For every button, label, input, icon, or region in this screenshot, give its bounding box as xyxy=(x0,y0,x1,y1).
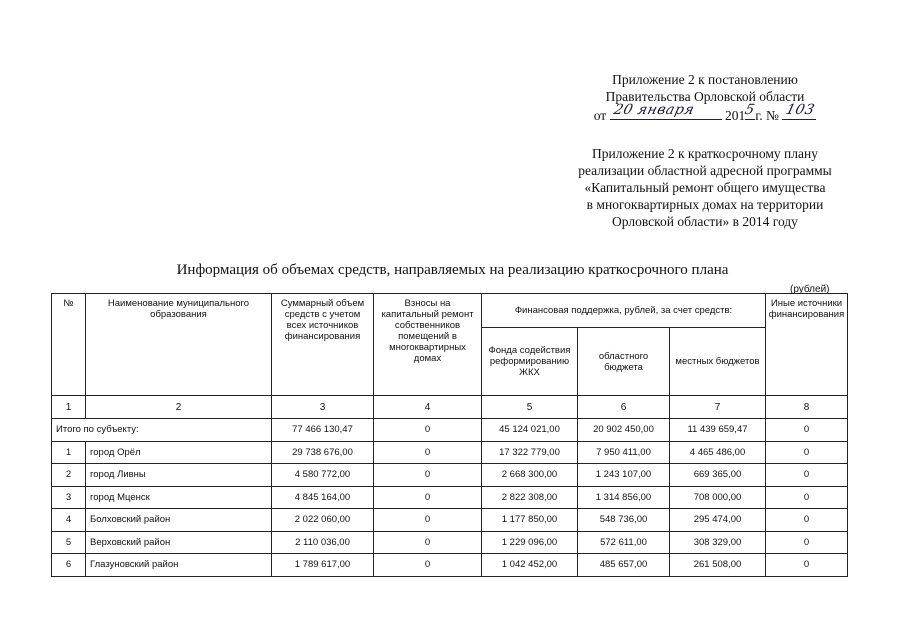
appendix2-line: Орловской области» в 2014 году xyxy=(612,214,798,229)
column-number: 5 xyxy=(482,396,578,419)
column-number: 4 xyxy=(374,396,482,419)
row-owners: 0 xyxy=(374,486,482,509)
total-sum: 77 466 130,47 xyxy=(272,419,374,442)
appendix1-line1: Приложение 2 к постановлению xyxy=(612,72,798,87)
table-row xyxy=(52,554,848,577)
column-number: 3 xyxy=(272,396,374,419)
row-regional: 485 657,00 xyxy=(578,554,670,577)
row-name: город Мценск xyxy=(86,486,272,509)
header-name: Наименование муниципального образования xyxy=(86,294,272,396)
year-suffix: г. № xyxy=(755,108,779,123)
row-local: 4 465 486,00 xyxy=(670,441,766,464)
row-num: 2 xyxy=(52,464,86,487)
row-num: 3 xyxy=(52,486,86,509)
row-regional: 548 736,00 xyxy=(578,509,670,532)
date-prefix: от xyxy=(593,108,607,123)
municipality-rows xyxy=(52,441,848,576)
row-fund: 17 322 779,00 xyxy=(482,441,578,464)
row-total: 4 845 164,00 xyxy=(272,486,374,509)
row-total: 2 022 060,00 xyxy=(272,509,374,532)
row-owners: 0 xyxy=(374,531,482,554)
row-regional: 1 314 856,00 xyxy=(578,486,670,509)
total-owners: 0 xyxy=(374,419,482,442)
row-name: город Орёл xyxy=(86,441,272,464)
total-fund: 45 124 021,00 xyxy=(482,419,578,442)
row-other: 0 xyxy=(766,554,848,577)
header-local: местных бюджетов xyxy=(670,328,766,396)
row-fund: 1 177 850,00 xyxy=(482,509,578,532)
row-total: 1 789 617,00 xyxy=(272,554,374,577)
row-local: 261 508,00 xyxy=(670,554,766,577)
header-total: Суммарный объем средств с учетом всех источников финансирования xyxy=(272,294,374,396)
row-other: 0 xyxy=(766,509,848,532)
header-fund: Фонда содействия реформированию ЖКХ xyxy=(482,328,578,396)
row-name: город Ливны xyxy=(86,464,272,487)
row-regional: 572 611,00 xyxy=(578,531,670,554)
row-regional: 1 243 107,00 xyxy=(578,464,670,487)
total-row xyxy=(52,419,848,442)
row-num: 6 xyxy=(52,554,86,577)
column-number: 8 xyxy=(766,396,848,419)
appendix2-line: Приложение 2 к краткосрочному плану xyxy=(592,146,818,161)
table-row xyxy=(52,531,848,554)
row-num: 1 xyxy=(52,441,86,464)
column-number: 1 xyxy=(52,396,86,419)
row-other: 0 xyxy=(766,486,848,509)
units-label: (рублей) xyxy=(790,284,830,295)
total-label: Итого по субъекту: xyxy=(52,419,272,442)
row-total: 4 580 772,00 xyxy=(272,464,374,487)
row-owners: 0 xyxy=(374,509,482,532)
row-local: 295 474,00 xyxy=(670,509,766,532)
table-row xyxy=(52,486,848,509)
header-owners: Взносы на капитальный ремонт собственников помещений в многоквартирных домах xyxy=(374,294,482,396)
handwritten-year-digit: 5 xyxy=(743,102,757,118)
row-local: 669 365,00 xyxy=(670,464,766,487)
appendix2-line: реализации областной адресной программы xyxy=(578,163,832,178)
row-total: 2 110 036,00 xyxy=(272,531,374,554)
appendix-header-decree xyxy=(560,71,850,124)
header-num: № xyxy=(52,294,86,396)
year-blank xyxy=(743,102,757,120)
table-row xyxy=(52,464,848,487)
row-owners: 0 xyxy=(374,441,482,464)
appendix1-date-line xyxy=(560,102,850,124)
row-fund: 1 042 452,00 xyxy=(482,554,578,577)
row-num: 5 xyxy=(52,531,86,554)
number-blank xyxy=(782,102,817,120)
row-other: 0 xyxy=(766,441,848,464)
row-fund: 2 822 308,00 xyxy=(482,486,578,509)
header-regional: областного бюджета xyxy=(578,328,670,396)
row-local: 708 000,00 xyxy=(670,486,766,509)
column-number: 7 xyxy=(670,396,766,419)
header-support: Финансовая поддержка, рублей, за счет средств: xyxy=(482,294,766,328)
row-owners: 0 xyxy=(374,464,482,487)
appendix2-line: в многоквартирных домах на территории xyxy=(586,197,824,212)
row-fund: 1 229 096,00 xyxy=(482,531,578,554)
total-regional: 20 902 450,00 xyxy=(578,419,670,442)
appendix-header-plan xyxy=(540,145,870,230)
year-prefix: 201 xyxy=(724,108,746,123)
total-local: 11 439 659,47 xyxy=(670,419,766,442)
handwritten-number: 103 xyxy=(784,102,817,118)
row-total: 29 738 676,00 xyxy=(272,441,374,464)
date-blank xyxy=(610,102,722,120)
row-other: 0 xyxy=(766,464,848,487)
row-regional: 7 950 411,00 xyxy=(578,441,670,464)
row-name: Глазуновский район xyxy=(86,554,272,577)
row-name: Болховский район xyxy=(86,509,272,532)
row-owners: 0 xyxy=(374,554,482,577)
column-number: 2 xyxy=(86,396,272,419)
row-other: 0 xyxy=(766,531,848,554)
row-local: 308 329,00 xyxy=(670,531,766,554)
column-number: 6 xyxy=(578,396,670,419)
funding-table xyxy=(51,293,848,577)
table-row xyxy=(52,441,848,464)
column-number-row xyxy=(52,396,848,419)
handwritten-date: 20 января xyxy=(611,102,696,118)
total-other: 0 xyxy=(766,419,848,442)
document-title: Информация об объемах средств, направляемых на реализацию краткосрочного плана xyxy=(176,262,729,278)
header-other: Иные источники финансирования xyxy=(766,294,848,396)
table-row xyxy=(52,509,848,532)
row-num: 4 xyxy=(52,509,86,532)
appendix1-line2: Правительства Орловской области xyxy=(605,89,805,104)
row-name: Верховский район xyxy=(86,531,272,554)
appendix2-line: «Капитальный ремонт общего имущества xyxy=(584,180,826,195)
row-fund: 2 668 300,00 xyxy=(482,464,578,487)
